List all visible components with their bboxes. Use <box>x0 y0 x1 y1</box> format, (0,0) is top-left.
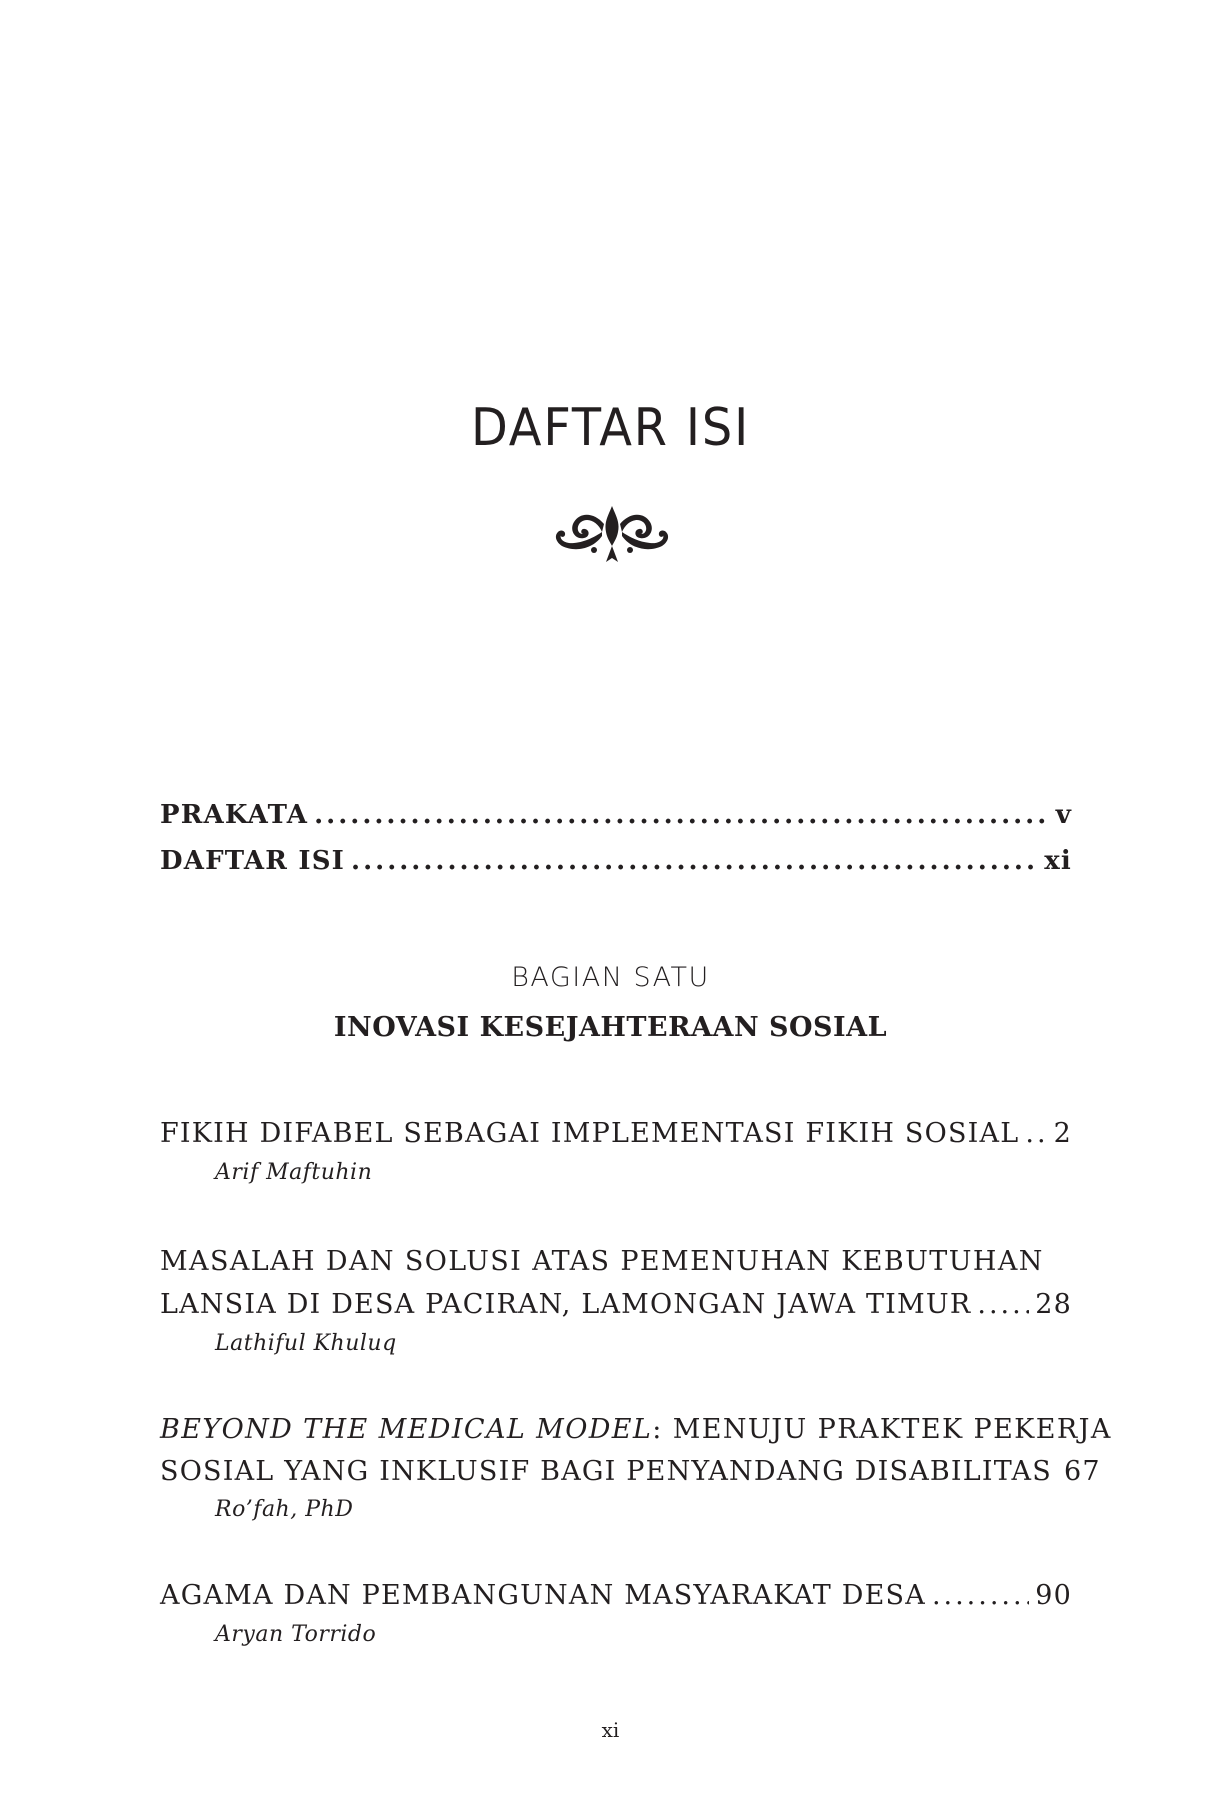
dot-leader <box>977 1289 1029 1320</box>
dot-leader <box>351 846 1038 876</box>
dot-leader <box>1025 1118 1047 1149</box>
toc-entry-1[interactable] <box>160 1118 1072 1149</box>
toc-entry-page: 90 <box>1035 1580 1072 1611</box>
italic-phrase: BEYOND THE MEDICAL MODEL <box>160 1414 653 1445</box>
toc-row-prakata[interactable] <box>160 800 1072 830</box>
toc-entry-author: Lathiful Khuluq <box>215 1331 397 1356</box>
toc-row-page: xi <box>1044 846 1072 876</box>
toc-entry-3[interactable] <box>160 1456 1101 1487</box>
toc-entry-page: 28 <box>1035 1289 1072 1320</box>
toc-entry-2[interactable] <box>160 1289 1072 1320</box>
toc-row-daftar-isi[interactable] <box>160 846 1072 876</box>
toc-entry-author: Aryan Torrido <box>215 1622 377 1647</box>
toc-entry-title: FIKIH DIFABEL SEBAGAI IMPLEMENTASI FIKIH SOSIAL <box>160 1118 1020 1149</box>
page-number: xi <box>601 1718 620 1742</box>
toc-row-page: v <box>1055 800 1072 830</box>
dot-leader <box>314 800 1050 830</box>
toc-entry-4[interactable] <box>160 1580 1072 1611</box>
title-rest: : MENUJU PRAKTEK PEKERJA <box>652 1414 1112 1445</box>
toc-row-label: DAFTAR ISI <box>160 846 346 876</box>
toc-entry-author: Ro’fah, PhD <box>215 1497 354 1522</box>
toc-entry-title: AGAMA DAN PEMBANGUNAN MASYARAKAT DESA <box>160 1580 926 1611</box>
section-kicker: BAGIAN SATU <box>511 962 710 993</box>
toc-entry-title-line1[interactable]: MASALAH DAN SOLUSI ATAS PEMENUHAN KEBUTUHAN <box>160 1246 1044 1277</box>
toc-entry-page: 67 <box>1063 1456 1101 1487</box>
fleuron-ornament-icon <box>550 502 674 572</box>
toc-entry-title-line2: SOSIAL YANG INKLUSIF BAGI PENYANDANG DISABILITAS <box>160 1456 1052 1487</box>
dot-leader <box>932 1580 1029 1611</box>
toc-entry-title-line2: LANSIA DI DESA PACIRAN, LAMONGAN JAWA TIMUR <box>160 1289 972 1320</box>
toc-entry-title-line1[interactable] <box>160 1414 1112 1445</box>
page-title: DAFTAR ISI <box>470 398 751 458</box>
toc-entry-page: 2 <box>1053 1118 1072 1149</box>
toc-row-label: PRAKATA <box>160 800 309 830</box>
toc-entry-author: Arif Maftuhin <box>215 1160 373 1185</box>
section-title: INOVASI KESEJAHTERAAN SOSIAL <box>333 1012 888 1043</box>
